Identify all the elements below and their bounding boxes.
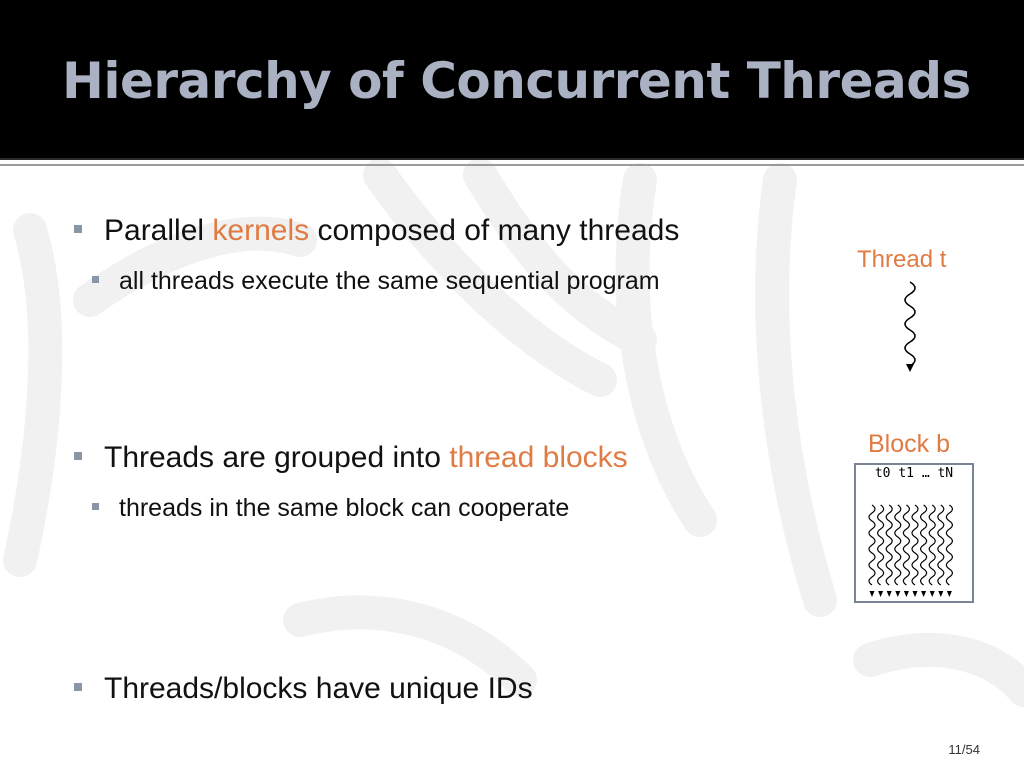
bullet-3 [74,672,533,706]
bullet-1-sub-text: all threads execute the same sequential program [119,267,660,295]
bullet-marker [74,683,82,691]
block-thread-arrowhead [947,591,952,597]
bullet-3-text: Threads/blocks have unique IDs [104,672,533,705]
bullet-marker [74,452,82,460]
block-label: Block b [868,430,950,458]
slide-title: Hierarchy of Concurrent Threads [62,52,971,110]
bullet-2-text-a: Threads are grouped into [104,441,441,474]
block-thread-line [912,505,918,585]
block-thread-arrowhead [904,591,909,597]
thread-block-box [854,463,974,603]
bullet-2-sub [92,494,569,523]
title-bar [0,0,1024,160]
bullet-1-keyword-kernels: kernels [212,214,310,247]
bullet-1-text-a: Parallel [104,214,205,247]
block-thread-arrowhead [895,591,900,597]
block-thread-line [895,505,901,585]
block-thread-line [886,505,892,585]
block-thread-arrowhead [930,591,935,597]
block-thread-line [938,505,944,585]
bullet-1-sub [92,267,660,296]
block-thread-line [903,505,909,585]
wavy-thread-arrow-icon [890,280,930,376]
bullet-1-text-b: composed of many threads [317,214,680,247]
block-thread-arrowhead [938,591,943,597]
thread-id-labels: t0 t1 … tN [874,466,954,481]
block-thread-arrowhead [913,591,918,597]
block-thread-arrowhead [870,591,875,597]
block-thread-arrowhead [878,591,883,597]
block-thread-line [869,505,875,585]
sub-bullet-marker [92,276,99,283]
bullet-marker [74,225,82,233]
bullet-2-sub-text: threads in the same block can cooperate [119,494,570,522]
thread-label: Thread t [857,246,947,273]
block-thread-arrowhead [921,591,926,597]
bullet-2-keyword-thread-blocks: thread blocks [449,441,628,474]
page-number: 11/54 [948,742,980,757]
sub-bullet-marker [92,503,99,510]
title-divider [0,164,1024,166]
block-thread-line [946,505,952,585]
bullet-1 [74,214,679,248]
block-thread-arrowhead [887,591,892,597]
block-thread-line [929,505,935,585]
block-thread-line [878,505,884,585]
bullet-2 [74,441,628,475]
block-thread-line [921,505,927,585]
block-threads-group [866,503,962,599]
